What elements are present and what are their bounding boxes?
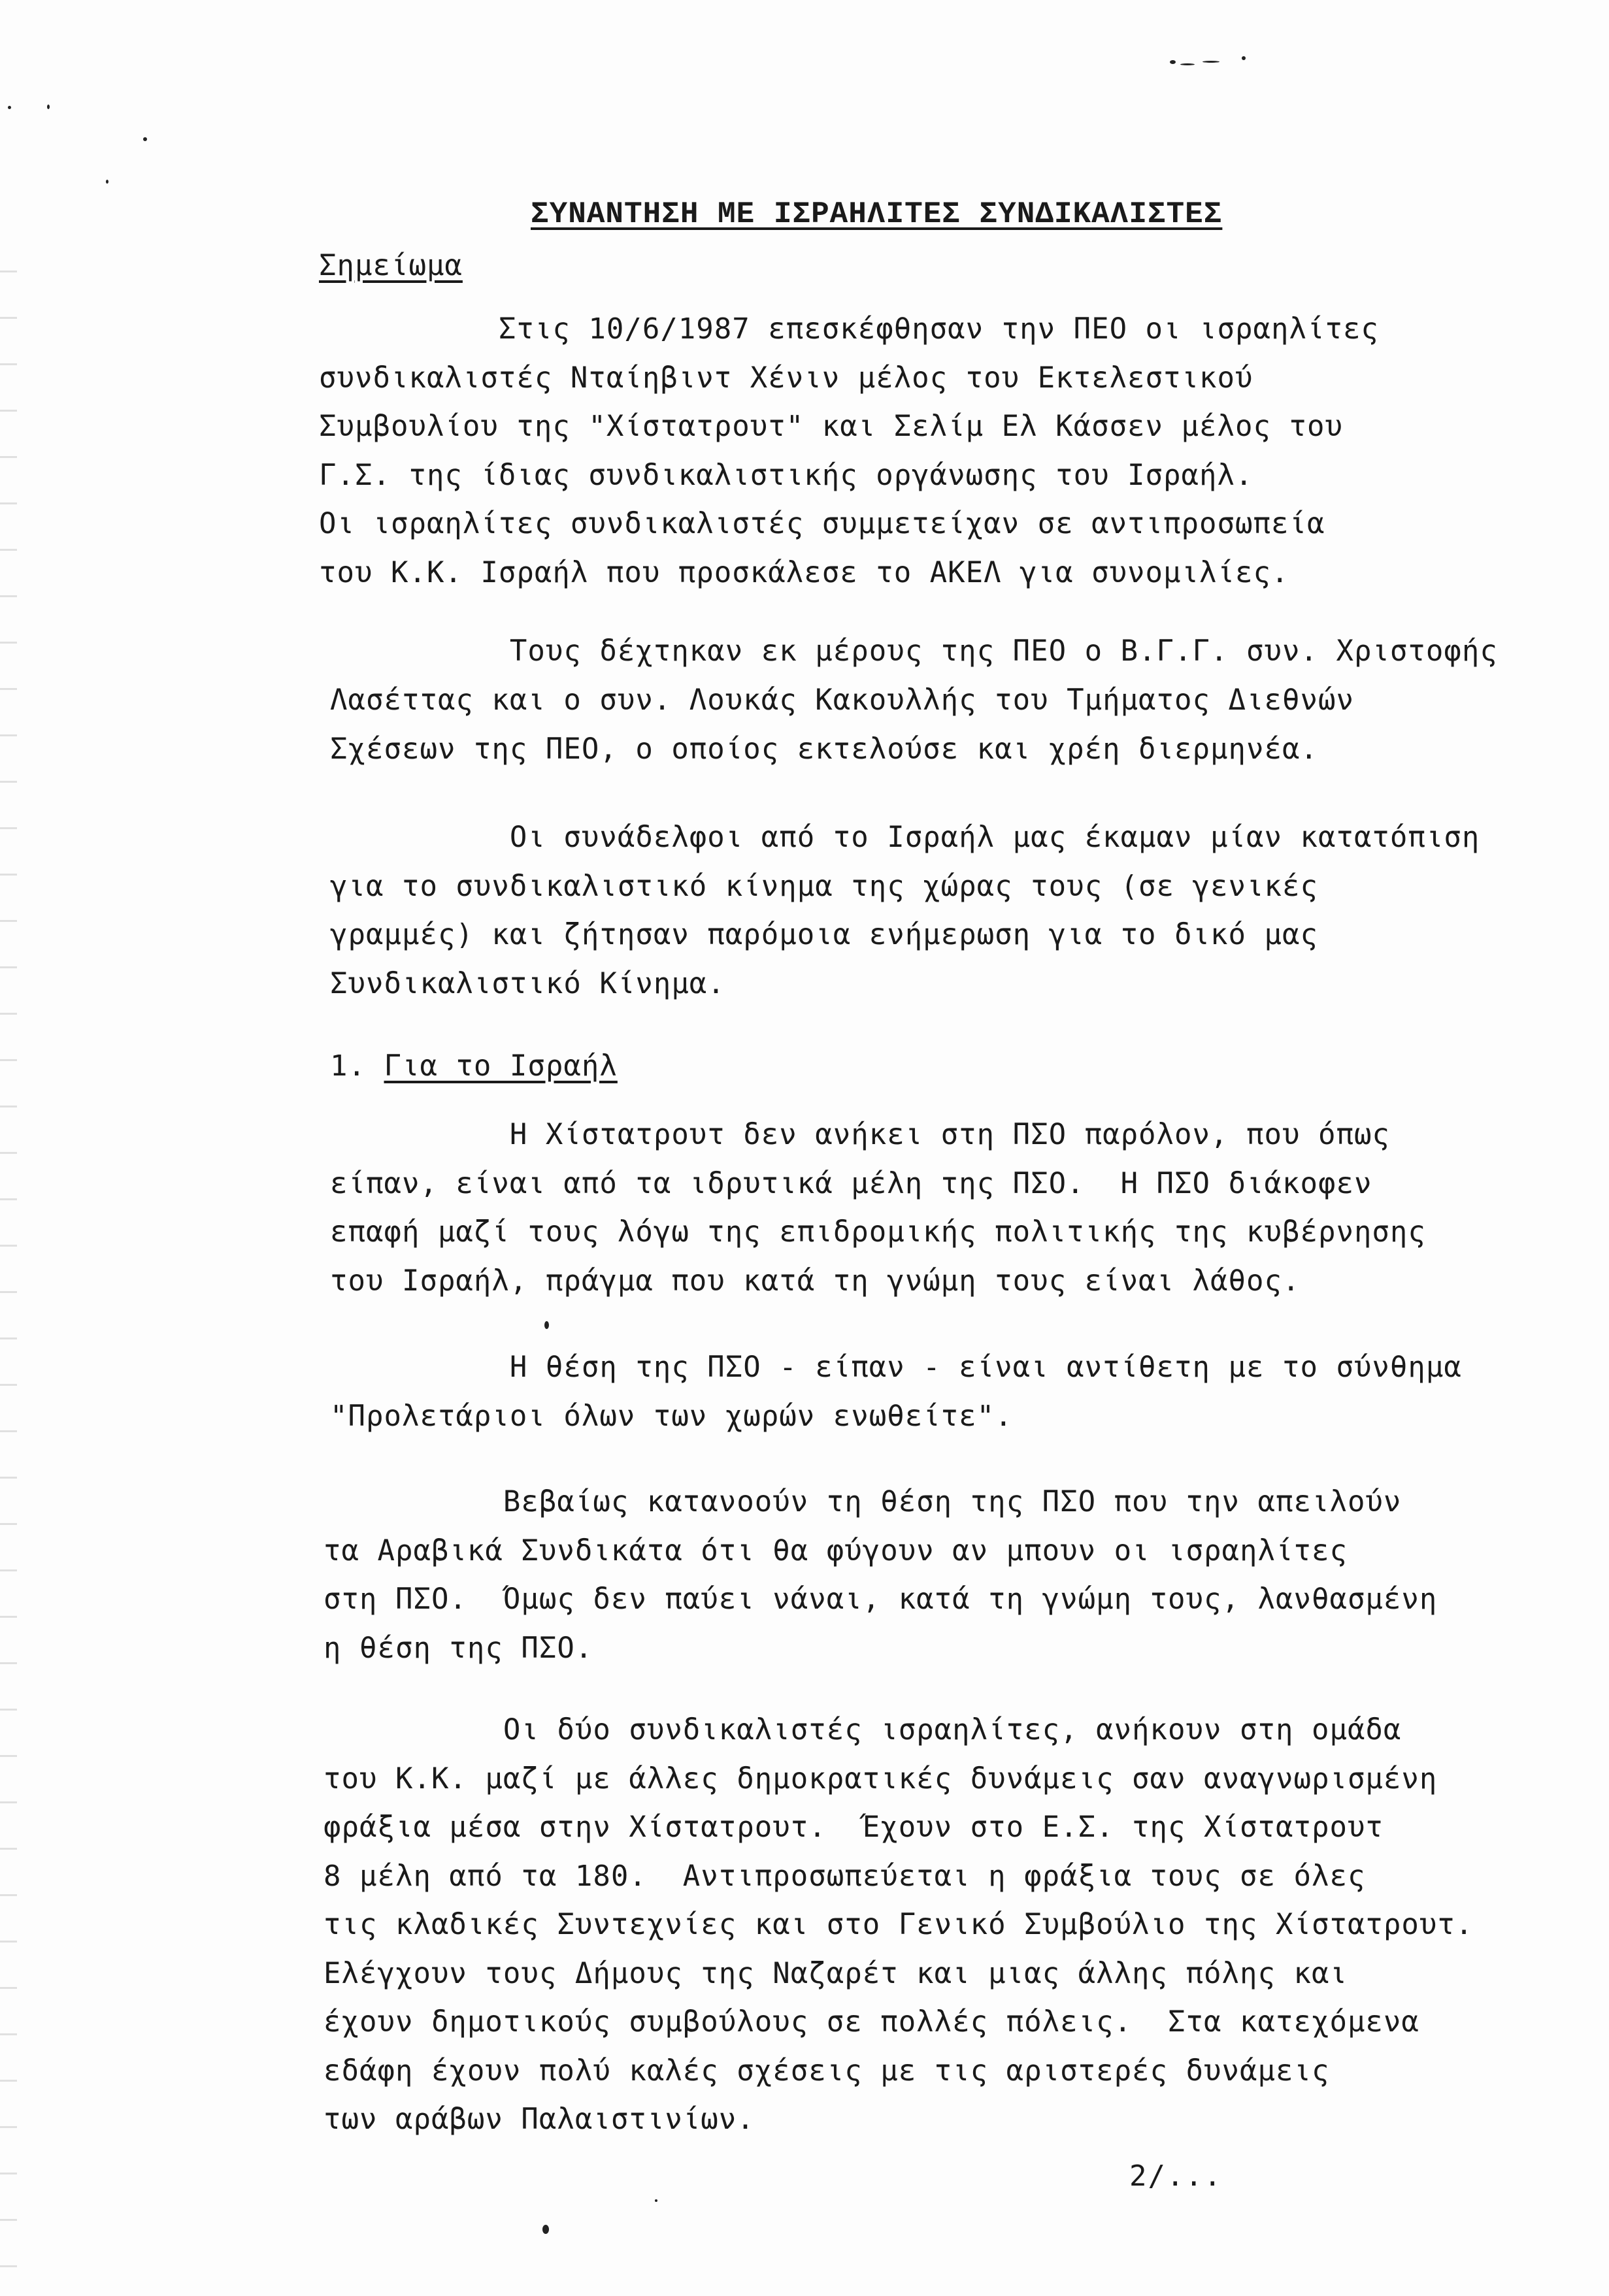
text-line: των αράβων Παλαιστινίων.	[323, 2103, 755, 2136]
text-line: Οι συνάδελφοι από το Ισραήλ μας έκαμαν μίαν κατατόπιση	[330, 821, 1480, 854]
text-line: εδάφη έχουν πολύ καλές σχέσεις με τις αριστερές δυνάμεις	[323, 2054, 1330, 2088]
text-line: του Κ.Κ. Ισραήλ που προσκάλεσε το ΑΚΕΛ για συνομιλίες.	[319, 556, 1289, 589]
text-line: "Προλετάριοι όλων των χωρών ενωθείτε".	[330, 1400, 1013, 1433]
document-title: ΣΥΝΑΝΤΗΣΗ ΜΕ ΙΣΡΑΗΛΙΤΕΣ ΣΥΝΔΙΚΑΛΙΣΤΕΣ	[531, 197, 1223, 231]
text-line: Λασέττας και ο συν. Λουκάς Κακουλλής του Τμήματος Διεθνών	[330, 683, 1354, 717]
text-line: Συνδικαλιστικό Κίνημα.	[330, 967, 725, 1000]
text-line: Βεβαίως κατανοούν τη θέση της ΠΣΟ που την απειλούν	[323, 1485, 1402, 1518]
text-line: Οι δύο συνδικαλιστές ισραηλίτες, ανήκουν στη ομάδα	[323, 1713, 1402, 1747]
text-line: 8 μέλη από τα 180. Αντιπροσωπεύεται η φράξια τους σε όλες	[323, 1860, 1366, 1893]
text-line: συνδικαλιστές Νταίηβιντ Χένιν μέλος του Εκτελεστικού	[319, 361, 1253, 395]
text-line: για το συνδικαλιστικό κίνημα της χώρας τους (σε γενικές	[330, 870, 1318, 903]
text-line: γραμμές) και ζήτησαν παρόμοια ενήμερωση για το δικό μας	[330, 918, 1318, 951]
section-title: Για το Ισραήλ	[384, 1049, 618, 1083]
text-line: Συμβουλίου της "Χίστατρουτ" και Σελίμ Ελ Κάσσεν μέλος του	[319, 410, 1343, 443]
text-line: Γ.Σ. της ίδιας συνδικαλιστικής οργάνωσης του Ισραήλ.	[319, 459, 1253, 492]
text-line: Η Χίστατρουτ δεν ανήκει στη ΠΣΟ παρόλον, που όπως	[330, 1118, 1390, 1151]
text-line: Οι ισραηλίτες συνδικαλιστές συμμετείχαν σε αντιπροσωπεία	[319, 507, 1325, 540]
text-line: του Ισραήλ, πράγμα που κατά τη γνώμη τους είναι λάθος.	[330, 1264, 1301, 1298]
note-label: Σημείωμα	[319, 249, 463, 282]
text-line: του Κ.Κ. μαζί με άλλες δημοκρατικές δυνάμεις σαν αναγνωρισμένη	[323, 1762, 1438, 1796]
text-line: είπαν, είναι από τα ιδρυτικά μέλη της ΠΣΟ. Η ΠΣΟ διάκοφεν	[330, 1167, 1372, 1200]
text-line: έχουν δημοτικούς συμβούλους σε πολλές πόλεις. Στα κατεχόμενα	[323, 2005, 1419, 2039]
text-line: Σχέσεων της ΠΕΟ, ο οποίος εκτελούσε και χρέη διερμηνέα.	[330, 732, 1318, 766]
section-number: 1.	[330, 1049, 384, 1083]
text-line: Τους δέχτηκαν εκ μέρους της ΠΕΟ ο Β.Γ.Γ. συν. Χριστοφής	[330, 634, 1498, 668]
text-line: τις κλαδικές Συντεχνίες και στο Γενικό Συμβούλιο της Χίστατρουτ.	[323, 1908, 1474, 1941]
text-line: φράξια μέσα στην Χίστατρουτ. Έχουν στο Ε.Σ. της Χίστατρουτ	[323, 1811, 1384, 1844]
section-heading	[330, 1049, 618, 1084]
text-line: επαφή μαζί τους λόγω της επιδρομικής πολιτικής της κυβέρνησης	[330, 1215, 1426, 1249]
text-line: στη ΠΣΟ. Όμως δεν παύει νάναι, κατά τη γνώμη τους, λανθασμένη	[323, 1583, 1438, 1616]
text-line: τα Αραβικά Συνδικάτα ότι θα φύγουν αν μπουν οι ισραηλίτες	[323, 1534, 1348, 1567]
page-number: 2/...	[1129, 2159, 1223, 2193]
text-line: Η θέση της ΠΣΟ - είπαν - είναι αντίθετη με το σύνθημα	[330, 1351, 1462, 1384]
binding-edge-shadow	[0, 248, 17, 2296]
text-line: Στις 10/6/1987 επεσκέφθησαν την ΠΕΟ οι ισραηλίτες	[319, 312, 1379, 346]
text-line: Ελέγχουν τους Δήμους της Ναζαρέτ και μιας άλλης πόλης και	[323, 1957, 1348, 1990]
text-line: η θέση της ΠΣΟ.	[323, 1632, 593, 1665]
